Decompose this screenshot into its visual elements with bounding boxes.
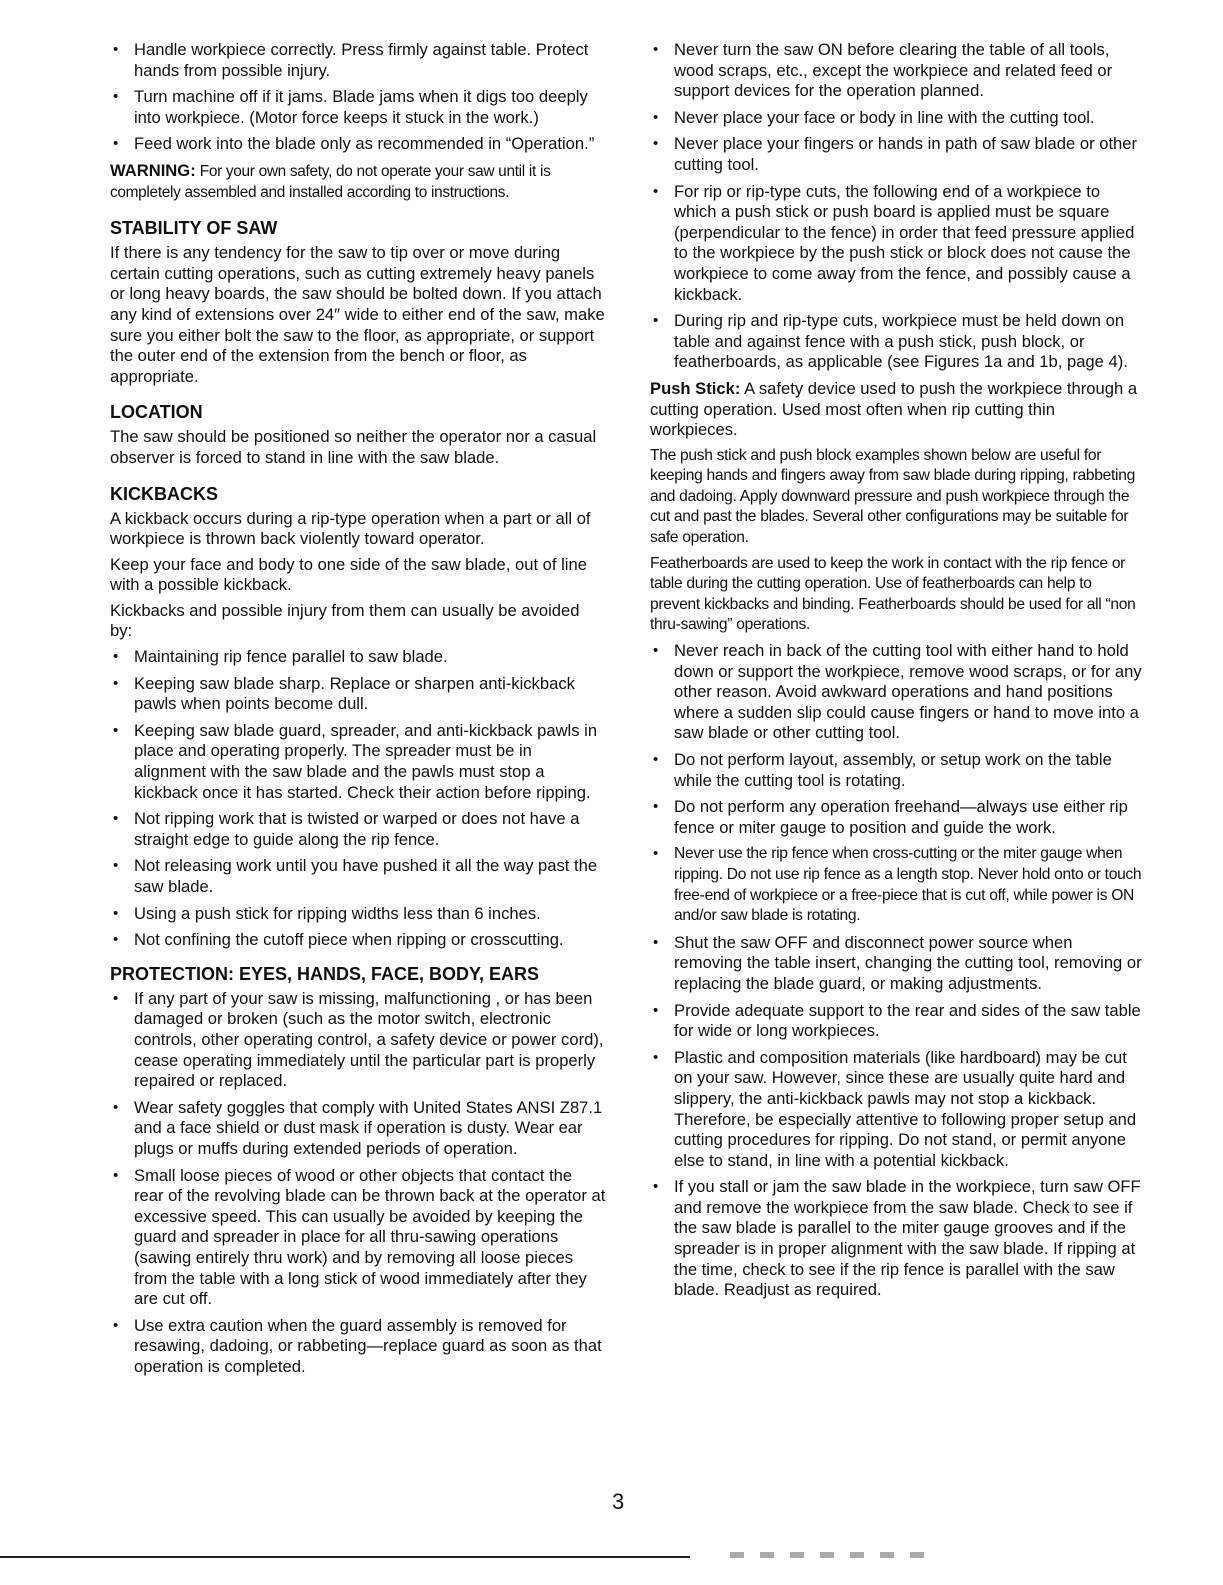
list-item: • If any part of your saw is missing, malfunctioning , or has been damaged or broken (such as the motor switch, electronic controls, other operating control, a safety device or power cord), cease operating immediately until the particular part is properly repaired or replaced. (113, 988, 604, 1091)
push-block-paragraph: The push stick and push block examples shown below are useful for keeping hands and fingers away from saw blade during ripping, rabbeting and dadoing. Apply downward pressure and push workpiece through the cut and past the blades. Several other configurations may be suitable for safe operation. (650, 446, 1135, 547)
list-item: • Small loose pieces of wood or other objects that contact the rear of the revolving blade can be thrown back at the operator at excessive speed. This can usually be avoided by keeping the guard and spreader in place for all thru-sawing operations (sawing entirely thru work) and by removing all loose pieces from the table with a long stick of wood immediately after they are cut off. (113, 1165, 606, 1309)
bullet-icon: • (113, 721, 119, 739)
scan-artifact (730, 1552, 930, 1558)
list-item: • Shut the saw OFF and disconnect power source when removing the table insert, changing the cutting tool, removing or replacing the blade guard, or making adjustments. (653, 932, 1142, 993)
list-item: • Never place your fingers or hands in path of saw blade or other cutting tool. (653, 134, 1138, 174)
bullet-icon: • (113, 989, 119, 1007)
list-item: • Using a push stick for ripping widths less than 6 inches. (113, 903, 541, 923)
kickbacks-paragraph: A kickback occurs during a rip-type operation when a part or all of workpiece is thrown back violently toward operator. (110, 508, 591, 549)
list-item: • Plastic and composition materials (like hardboard) may be cut on your saw. However, since these are usually quite hard and slippery, the anti-kickback pawls may not stop a kickback. Therefore, be especially attentive to following proper setup and cutting procedures for ripping. Do not stand, or permit anyone else to stand, in line with a potential kickback. (653, 1047, 1137, 1170)
list-item: • Not releasing work until you have pushed it all the way past the saw blade. (113, 856, 598, 896)
bullet-icon: • (113, 1166, 119, 1184)
bullet-icon: • (653, 798, 659, 816)
list-item: • For rip or rip-type cuts, the following end of a workpiece to which a push stick or push board is applied must be square (perpendicular to the fence) in order that feed pressure applied to the workpiece by the push stick or block does not cause the workpiece to come away from the fence, and possibly cause a kickback. (653, 181, 1135, 304)
push-stick-paragraph (650, 379, 1142, 441)
list-item: • Wear safety goggles that comply with United States ANSI Z87.1 and a face shield or dust mask if operation is dusty. Wear ear plugs or muffs during extended periods of operation. (113, 1097, 603, 1158)
bullet-icon: • (653, 751, 659, 768)
bullet-icon: • (113, 857, 119, 875)
list-item: • Do not perform layout, assembly, or setup work on the table while the cutting tool is rotating. (653, 750, 1112, 790)
list-item: • Handle workpiece correctly. Press firmly against table. Protect hands from possible injury. (113, 40, 589, 80)
push-stick-label: Push Stick: (650, 378, 741, 398)
list-item: • During rip and rip-type cuts, workpiece must be held down on table and against fence with a push stick, push block, or featherboards, as applicable (see Figures 1a and 1b, page 4). (653, 311, 1128, 372)
featherboards-paragraph: Featherboards are used to keep the work in contact with the rip fence or table during the cutting operation. Use of featherboards can help to prevent kickbacks and binding. Featherboards should be used for all “non thru-sawing” operations. (650, 554, 1136, 634)
bullet-icon: • (653, 642, 659, 660)
bullet-icon: • (113, 674, 119, 692)
list-item: • Maintaining rip fence parallel to saw blade. (113, 647, 448, 667)
right-column (650, 40, 1142, 1307)
warning-label: WARNING: (110, 160, 196, 180)
list-item: • Use extra caution when the guard assembly is removed for resawing, dadoing, or rabbeting—replace guard as soon as that operation is completed. (113, 1315, 602, 1376)
page-number: 3 (612, 1489, 625, 1514)
bullet-icon: • (653, 182, 659, 200)
kickbacks-heading: KICKBACKS (110, 483, 218, 504)
bullet-icon: • (653, 845, 658, 863)
list-item: • Feed work into the blade only as recommended in “Operation.” (113, 134, 595, 154)
list-item: • Never use the rip fence when cross-cutting or the miter gauge when ripping. Do not use rip fence as a length stop. Never hold onto or touch free-end of workpiece or a free-piece that is cut off, while power is ON and/or saw blade is rotating. (653, 845, 1142, 925)
bullet-icon: • (653, 312, 659, 330)
list-item: • Not confining the cutoff piece when ripping or crosscutting. (113, 930, 564, 950)
bullet-icon: • (653, 1178, 659, 1196)
kickbacks-paragraph: Keep your face and body to one side of the saw blade, out of line with a possible kickback. (110, 554, 587, 595)
bullet-icon: • (653, 41, 659, 58)
bullet-icon: • (113, 810, 119, 828)
list-item: • Keeping saw blade sharp. Replace or sharpen anti-kickback pawls when points become dull. (113, 673, 575, 714)
list-item: • Do not perform any operation freehand—always use either rip fence or miter gauge to position and guide the work. (653, 797, 1128, 837)
left-column (110, 40, 606, 1383)
stability-text: If there is any tendency for the saw to tip over or move during certain cutting operations, such as cutting extremely heavy panels or long heavy boards, the saw should be bolted down. If you attach any kind of extensions over 24″ wide to either end of the saw, make sure you either bolt the saw to the floor, as appropriate, or support the outer end of the extension from the bench or floor, as appropriate. (110, 243, 605, 386)
bullet-icon: • (113, 41, 119, 58)
bullet-icon: • (653, 108, 659, 126)
warning-paragraph (110, 161, 606, 203)
bullet-icon: • (113, 88, 119, 106)
list-item: • Never reach in back of the cutting tool with either hand to hold down or support the workpiece, remove wood scraps, or for any other reason. Avoid awkward operations and hand positions where a sudden slip could cause fingers or hand to move into a saw blade or other cutting tool. (653, 641, 1142, 743)
bullet-icon: • (653, 1001, 659, 1019)
bullet-icon: • (113, 931, 119, 949)
list-item: • Provide adequate support to the rear and sides of the saw table for wide or long workpieces. (653, 1000, 1141, 1041)
list-item: • Never place your face or body in line with the cutting tool. (653, 107, 1095, 127)
bullet-icon: • (113, 904, 119, 922)
list-item: • Never turn the saw ON before clearing the table of all tools, wood scraps, etc., except the workpiece and related feed or support devices for the operation planned. (653, 40, 1113, 101)
list-item: • If you stall or jam the saw blade in the workpiece, turn saw OFF and remove the workpiece from the saw blade. Check to see if the saw blade is parallel to the miter gauge grooves and if the spreader is in proper alignment with the saw blade. If ripping at the time, check to see if the rip fence is parallel with the saw blade. Readjust as required. (653, 1177, 1141, 1300)
bullet-icon: • (653, 933, 659, 951)
bullet-icon: • (653, 1048, 659, 1066)
list-item: • Turn machine off if it jams. Blade jams when it digs too deeply into workpiece. (Motor force keeps it stuck in the work.) (113, 87, 588, 127)
bottom-rule (0, 1556, 690, 1558)
list-item: • Not ripping work that is twisted or warped or does not have a straight edge to guide along the rip fence. (113, 809, 580, 849)
warning-text: For your own safety, do not operate your saw until it is completely assembled and installed according to instructions. (110, 162, 551, 201)
protection-heading: PROTECTION: EYES, HANDS, FACE, BODY, EARS (110, 963, 540, 984)
location-text: The saw should be positioned so neither the operator nor a casual observer is forced to stand in line with the saw blade. (110, 427, 597, 467)
stability-heading: STABILITY OF SAW (110, 218, 278, 239)
bullet-icon: • (113, 1098, 119, 1116)
bullet-icon: • (113, 1316, 119, 1334)
push-stick-text: A safety device used to push the workpiece through a cutting operation. Used most often when rip cutting thin workpieces. (650, 378, 1138, 440)
location-heading: LOCATION (110, 402, 203, 423)
bullet-icon: • (113, 135, 119, 153)
kickbacks-paragraph: Kickbacks and possible injury from them can usually be avoided by: (110, 600, 580, 641)
bullet-icon: • (653, 135, 659, 153)
list-item: • Keeping saw blade guard, spreader, and anti-kickback pawls in place and operating properly. The spreader must be in alignment with the saw blade and the pawls must stop a kickback once it has started. Check their action before ripping. (113, 720, 598, 802)
bullet-icon: • (113, 648, 119, 666)
